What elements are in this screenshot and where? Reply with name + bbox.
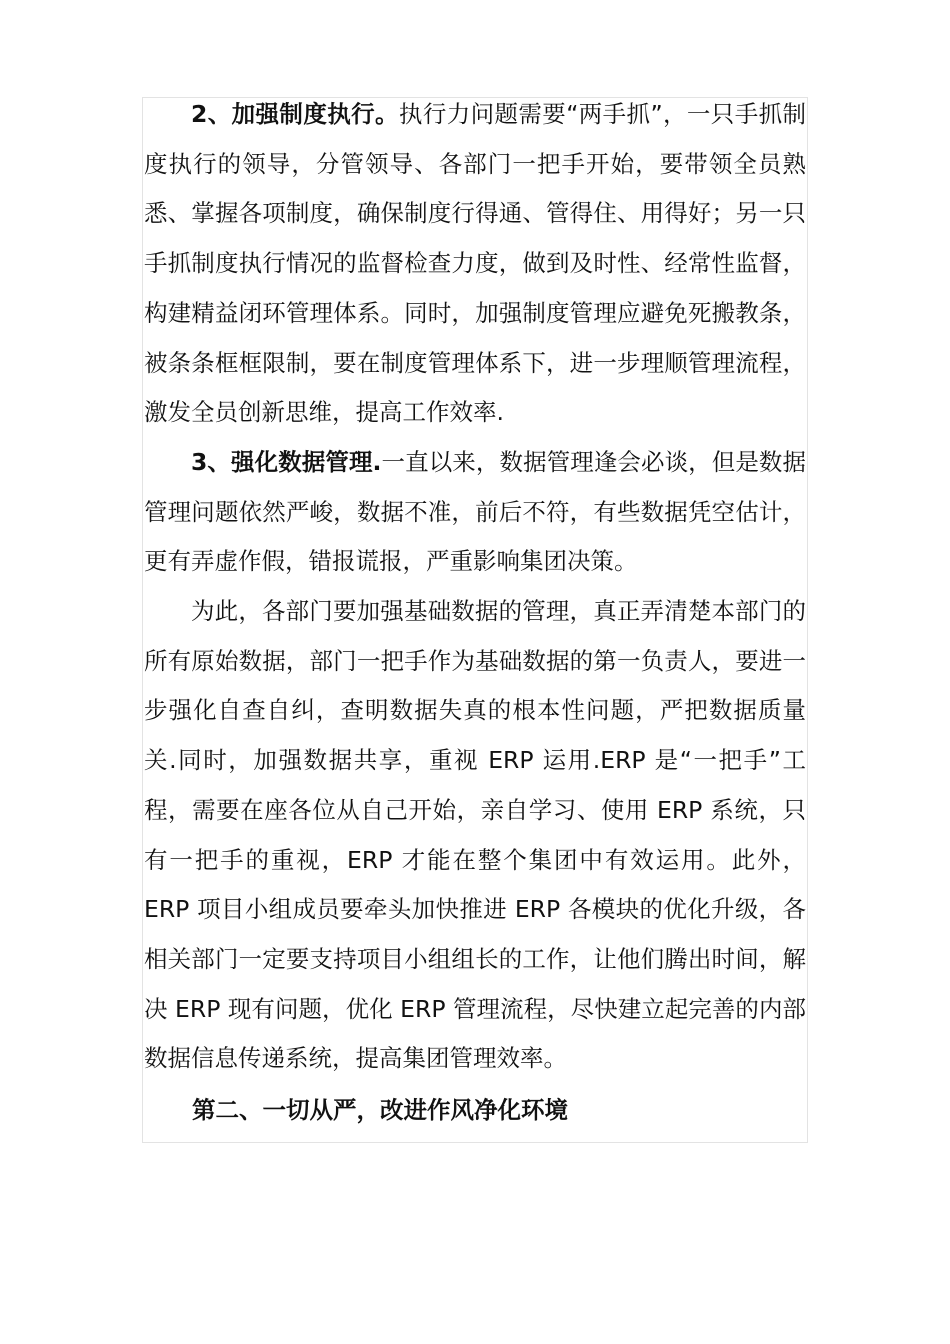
paragraph-text: 执行力问题需要“两手抓”，一只手抓制度执行的领导，分管领导、各部门一把手开始，要带领全员熟悉、掌握各项制度，确保制度行得通、管得住、用得好；另一只手抓制度执行情况的监督检查力度，做到及时性、经常性监督，构建精益闭环管理体系。同时，加强制度管理应避免死搬教条，被条条框框限制，要在制度管理体系下，进一步理顺管理流程，激发全员创新思维，提高工作效率. xyxy=(144,100,806,427)
section-heading: 第二、一切从严，改进作风净化环境 xyxy=(192,1096,568,1125)
paragraph-text: 一直以来，数据管理逢会必谈，但是数据管理问题依然严峻，数据不准，前后不符，有些数据凭空估计，更有弄虚作假，错报谎报，严重影响集团决策。 xyxy=(144,447,807,576)
paragraph-data-management xyxy=(144,438,806,587)
paragraph-lead: 3、强化数据管理. xyxy=(191,447,382,476)
paragraph-lead: 2、加强制度执行。 xyxy=(191,100,399,128)
paragraph-text: 为此，各部门要加强基础数据的管理，真正弄清楚本部门的所有原始数据，部门一把手作为基础数据的第一负责人，要进一步强化自查自纠，查明数据失真的根本性问题，严把数据质量关.同时，加强数据共享，重视 ERP 运用.ERP 是“一把手”工程，需要在座各位从自己开始，亲自学习、使用 ERP 系统，只有一把手的重视，ERP 才能在整个集团中有效运用。此外，ERP 项目小组成员要牵头加快推进 ERP 各模块的优化升级，各相关部门一定要支持项目小组组长的工作，让他们腾出时间，解决 ERP 现有问题，优化 ERP 管理流程，尽快建立起完善的内部数据信息传递系统，提高集团管理效率。 xyxy=(144,597,806,1073)
paragraph-enforce-rules xyxy=(144,90,806,438)
document-body xyxy=(144,90,806,1136)
paragraph-data-actions xyxy=(144,587,806,1084)
